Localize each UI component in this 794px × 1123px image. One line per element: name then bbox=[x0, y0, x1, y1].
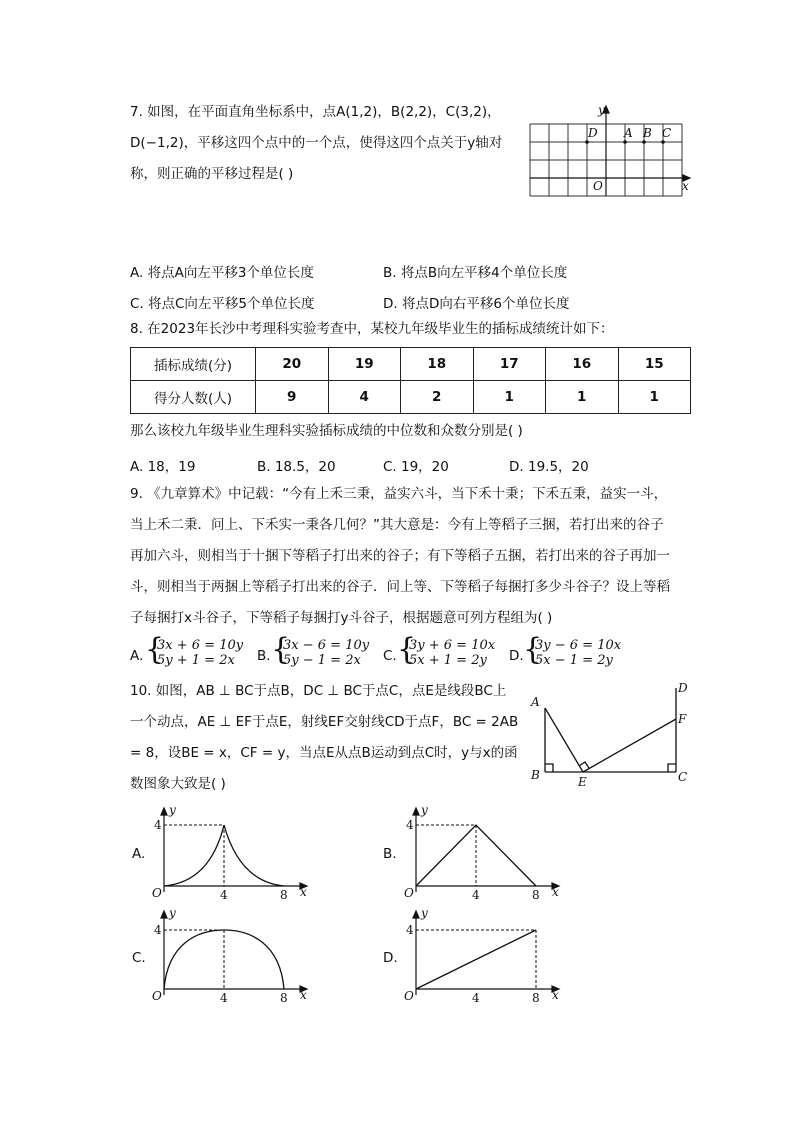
tick-4: 4 bbox=[472, 888, 480, 900]
q7-label-d: D bbox=[588, 126, 598, 140]
table-cell: 1 bbox=[618, 381, 691, 414]
brace-icon: { bbox=[271, 632, 291, 667]
tick-4: 4 bbox=[220, 888, 228, 900]
q7-option-c[interactable]: C. 将点C向左平移5个单位长度 bbox=[130, 296, 315, 312]
q9-option-b-letter: B. bbox=[257, 648, 271, 664]
q9-option-b-eq2: 5y − 1 = 2x bbox=[283, 653, 361, 668]
q10-option-d-letter: D. bbox=[383, 950, 398, 966]
tick-y-4: 4 bbox=[406, 818, 414, 832]
q10-label-c: C bbox=[678, 770, 688, 784]
q9-line-4: 斗，则相当于两捆上等稻子打出来的谷子．问上等、下等稻子每捆打多少斗谷子？设上等稻 bbox=[130, 579, 670, 595]
table-cell: 15 bbox=[618, 348, 691, 381]
table-cell: 20 bbox=[256, 348, 329, 381]
q8-option-c[interactable]: C. 19，20 bbox=[383, 459, 449, 475]
table-cell: 17 bbox=[473, 348, 546, 381]
table-row bbox=[131, 348, 691, 381]
table-cell: 18 bbox=[401, 348, 474, 381]
table-row bbox=[131, 381, 691, 414]
table-cell: 16 bbox=[546, 348, 619, 381]
brace-icon: { bbox=[145, 632, 165, 667]
tick-8: 8 bbox=[280, 991, 288, 1003]
q7-option-b[interactable]: B. 将点B向左平移4个单位长度 bbox=[383, 265, 568, 281]
q8-question: 那么该校九年级毕业生理科实验插标成绩的中位数和众数分别是( ) bbox=[130, 423, 523, 439]
axis-x: x bbox=[552, 988, 559, 1002]
q7-line-2: D(−1,2)，平移这四个点中的一个点，使得这四个点关于y轴对 bbox=[130, 135, 503, 151]
q9-option-a-eq1: 3x + 6 = 10y bbox=[157, 638, 244, 653]
q9-line-3: 再加六斗，则相当于十捆下等稻子打出来的谷子；有下等稻子五捆，若打出来的谷子再加一 bbox=[130, 548, 670, 564]
axis-y: y bbox=[421, 906, 428, 920]
q9-option-d-eq2: 5x − 1 = 2y bbox=[535, 653, 613, 668]
q7-label-b: B bbox=[643, 126, 652, 140]
q10-label-b: B bbox=[531, 768, 540, 782]
table-header-cell: 得分人数(人) bbox=[131, 381, 256, 414]
q8-option-b[interactable]: B. 18.5，20 bbox=[257, 459, 336, 475]
axis-x: x bbox=[552, 885, 559, 899]
tick-8: 8 bbox=[280, 888, 288, 900]
table-cell: 1 bbox=[546, 381, 619, 414]
axis-origin: O bbox=[152, 989, 162, 1003]
q10-line-1: 10. 如图，AB ⊥ BC于点B，DC ⊥ BC于点C，点E是线段BC上 bbox=[130, 683, 507, 699]
brace-icon: { bbox=[523, 632, 543, 667]
q10-geometry-figure bbox=[528, 680, 694, 792]
tick-8: 8 bbox=[532, 991, 540, 1003]
q10-option-a-graph[interactable] bbox=[148, 800, 313, 900]
q7-axis-x: x bbox=[682, 179, 689, 193]
q8-stem: 8. 在2023年长沙中考理科实验考查中，某校九年级毕业生的插标成绩统计如下： bbox=[130, 321, 614, 337]
table-cell: 4 bbox=[328, 381, 401, 414]
table-cell: 2 bbox=[401, 381, 474, 414]
table-cell: 1 bbox=[473, 381, 546, 414]
tick-4: 4 bbox=[220, 991, 228, 1003]
q10-option-b-letter: B. bbox=[383, 846, 397, 862]
q7-origin: O bbox=[593, 179, 603, 193]
q10-option-a-letter: A. bbox=[132, 846, 146, 862]
q7-axis-y: y bbox=[598, 103, 605, 117]
q9-option-d-letter: D. bbox=[509, 648, 524, 664]
q7-label-a: A bbox=[624, 126, 633, 140]
q8-score-table bbox=[130, 347, 691, 414]
q9-option-c-letter: C. bbox=[383, 648, 397, 664]
q7-line-1: 7. 如图，在平面直角坐标系中，点A(1,2)，B(2,2)，C(3,2)， bbox=[130, 104, 501, 120]
axis-y: y bbox=[169, 906, 176, 920]
axis-y: y bbox=[421, 803, 428, 817]
q9-option-a-letter: A. bbox=[130, 648, 144, 664]
q10-line-2: 一个动点，AE ⊥ EF于点E，射线EF交射线CD于点F，BC = 2AB bbox=[130, 714, 519, 730]
q9-option-a-eq2: 5y + 1 = 2x bbox=[157, 653, 235, 668]
q8-option-a[interactable]: A. 18，19 bbox=[130, 459, 196, 475]
axis-x: x bbox=[300, 885, 307, 899]
brace-icon: { bbox=[397, 632, 417, 667]
axis-origin: O bbox=[404, 989, 414, 1003]
q9-option-b-eq1: 3x − 6 = 10y bbox=[283, 638, 370, 653]
q10-line-3: = 8，设BE = x，CF = y，当点E从点B运动到点C时，y与x的函 bbox=[130, 745, 518, 761]
q10-label-e: E bbox=[578, 775, 587, 789]
q8-option-d[interactable]: D. 19.5，20 bbox=[509, 459, 589, 475]
tick-y-4: 4 bbox=[154, 818, 162, 832]
table-cell: 9 bbox=[256, 381, 329, 414]
axis-origin: O bbox=[404, 886, 414, 900]
q10-option-b-graph[interactable] bbox=[400, 800, 565, 900]
q9-line-1: 9. 《九章算术》中记载：“今有上禾三秉，益实六斗，当下禾十秉；下禾五秉，益实一斗， bbox=[130, 486, 668, 502]
q10-option-c-graph[interactable] bbox=[148, 903, 313, 1003]
tick-4: 4 bbox=[472, 991, 480, 1003]
axis-y: y bbox=[169, 803, 176, 817]
q10-label-d: D bbox=[678, 681, 688, 695]
axis-x: x bbox=[300, 988, 307, 1002]
q10-label-a: A bbox=[531, 695, 540, 709]
q10-option-c-letter: C. bbox=[132, 950, 146, 966]
q10-line-4: 数图象大致是( ) bbox=[130, 776, 226, 792]
q7-option-d[interactable]: D. 将点D向右平移6个单位长度 bbox=[383, 296, 570, 312]
q7-label-c: C bbox=[662, 126, 672, 140]
q9-option-c-eq1: 3y + 6 = 10x bbox=[409, 638, 496, 653]
q7-grid-figure bbox=[520, 100, 696, 200]
q10-label-f: F bbox=[678, 712, 687, 726]
table-header-cell: 插标成绩(分) bbox=[131, 348, 256, 381]
q7-line-3: 称，则正确的平移过程是( ) bbox=[130, 166, 294, 182]
tick-8: 8 bbox=[532, 888, 540, 900]
q10-option-d-graph[interactable] bbox=[400, 903, 565, 1003]
tick-y-4: 4 bbox=[406, 923, 414, 937]
q9-option-d-eq1: 3y − 6 = 10x bbox=[535, 638, 622, 653]
axis-origin: O bbox=[152, 886, 162, 900]
table-cell: 19 bbox=[328, 348, 401, 381]
q9-line-5: 子每捆打x斗谷子，下等稻子每捆打y斗谷子，根据题意可列方程组为( ) bbox=[130, 610, 553, 626]
q7-option-a[interactable]: A. 将点A向左平移3个单位长度 bbox=[130, 265, 314, 281]
tick-y-4: 4 bbox=[154, 923, 162, 937]
q9-option-c-eq2: 5x + 1 = 2y bbox=[409, 653, 487, 668]
q9-line-2: 当上禾二秉．问上、下禾实一秉各几何？”其大意是：今有上等稻子三捆，若打出来的谷子 bbox=[130, 517, 664, 533]
